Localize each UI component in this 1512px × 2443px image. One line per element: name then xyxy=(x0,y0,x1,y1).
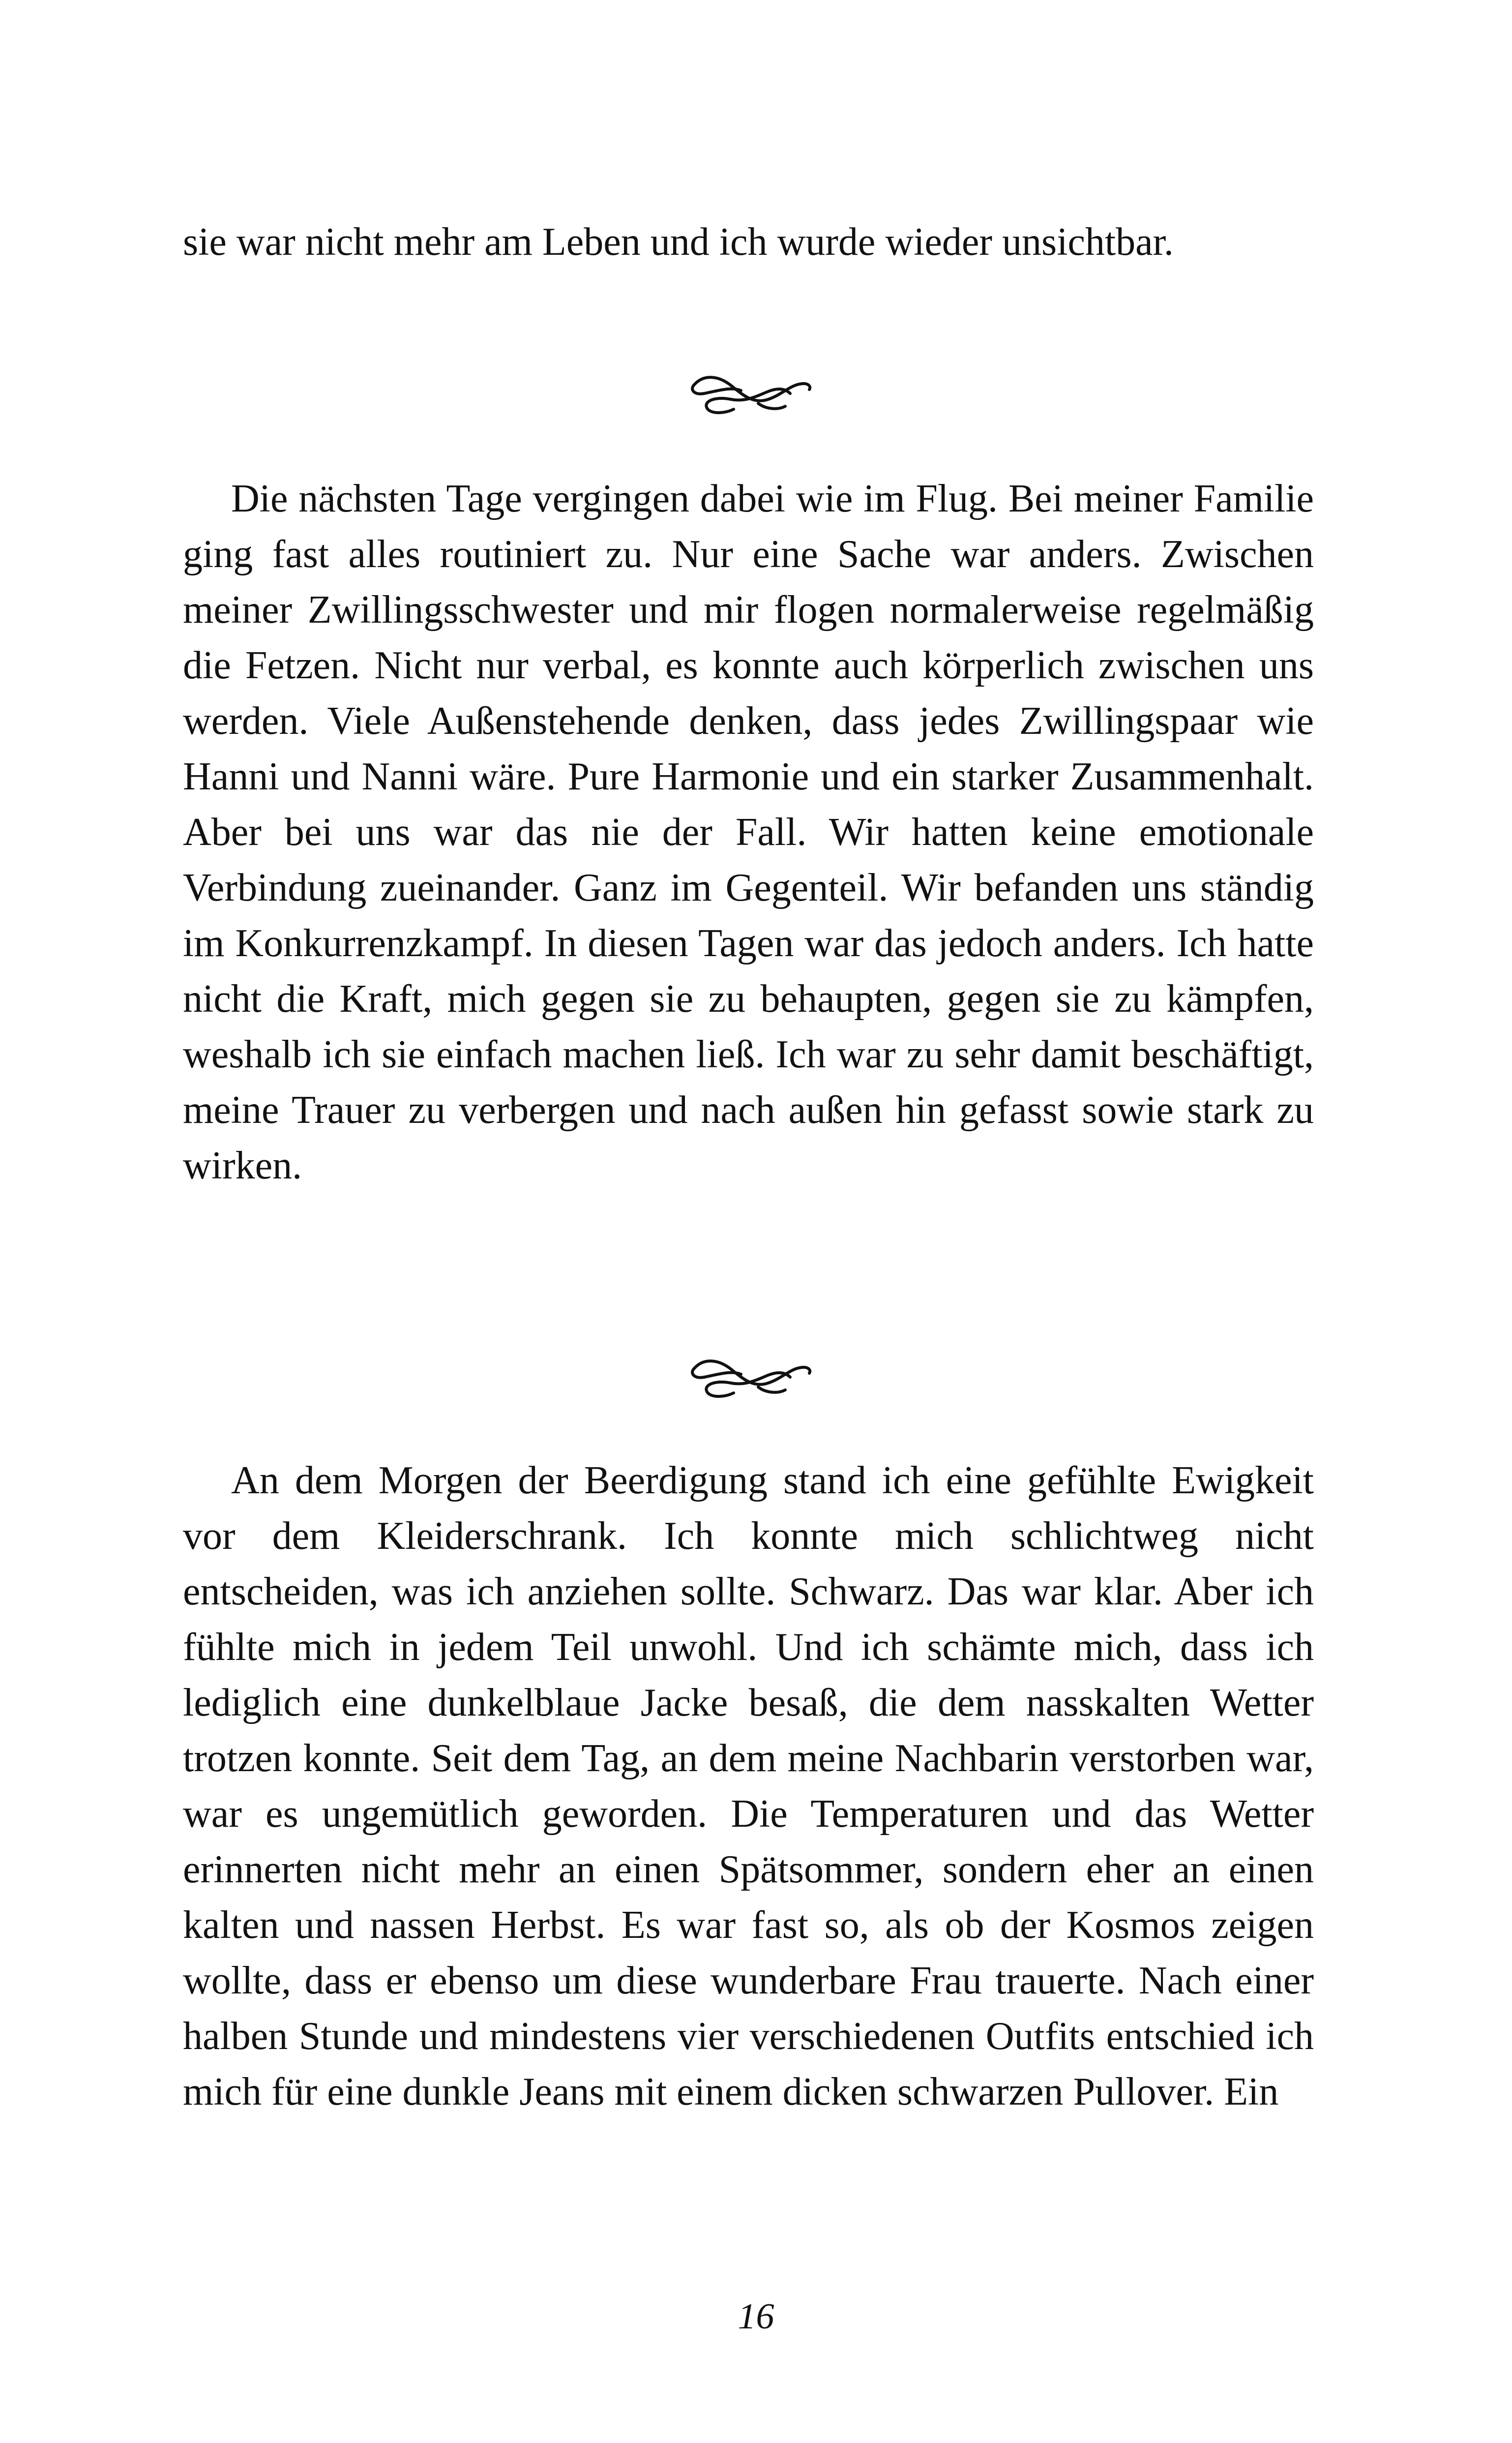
paragraph-days-after: Die nächsten Tage vergingen dabei wie im Flug. Bei meiner Familie ging fast alles routiniert zu. Nur eine Sache war anders. Zwischen meiner Zwillingsschwester und mir flogen normalerweise regelmäßig die Fetzen. Nicht nur verbal, es konnte auch körperlich zwischen uns werden. Viele Außenstehende denken, dass jedes Zwillingspaar wie Hanni und Nanni wäre. Pure Harmonie und ein starker Zusammenhalt. Aber bei uns war das nie der Fall. Wir hatten keine emotionale Verbindung zueinander. Ganz im Gegenteil. Wir befanden uns ständig im Konkurrenzkampf. In diesen Tagen war das jedoch anders. Ich hatte nicht die Kraft, mich gegen sie zu behaupten, gegen sie zu kämpfen, weshalb ich sie einfach machen ließ. Ich war zu sehr damit beschäftigt, meine Trauer zu verbergen und nach außen hin gefasst sowie stark zu wirken. xyxy=(183,477,1314,1187)
paragraph-funeral-morning: An dem Morgen der Beerdigung stand ich eine gefühlte Ewigkeit vor dem Kleiderschrank. Ich konnte mich schlichtweg nicht entscheiden, was ich anziehen sollte. Schwarz. Das war klar. Aber ich fühlte mich in jedem Teil unwohl. Und ich schämte mich, dass ich lediglich eine dunkelblaue Jacke besaß, die dem nasskalten Wetter trotzen konnte. Seit dem Tag, an dem meine Nachbarin verstorben war, war es ungemütlich geworden. Die Temperaturen und das Wetter erinnerten nicht mehr an einen Spätsommer, sondern eher an einen kalten und nassen Herbst. Es war fast so, als ob der Kosmos zeigen wollte, dass er ebenso um diese wunderbare Frau trauerte. Nach einer halben Stunde und mindestens vier verschiedenen Outfits entschied ich mich für eine dunkle Jeans mit einem dicken schwarzen Pullover. Ein xyxy=(183,1459,1314,2113)
flourish-divider-icon xyxy=(684,1349,812,1408)
paragraph-continuation: sie war nicht mehr am Leben und ich wurde wieder unsichtbar. xyxy=(183,220,1174,264)
flourish-divider-icon xyxy=(684,365,812,424)
page-number: 16 xyxy=(738,2296,774,2337)
